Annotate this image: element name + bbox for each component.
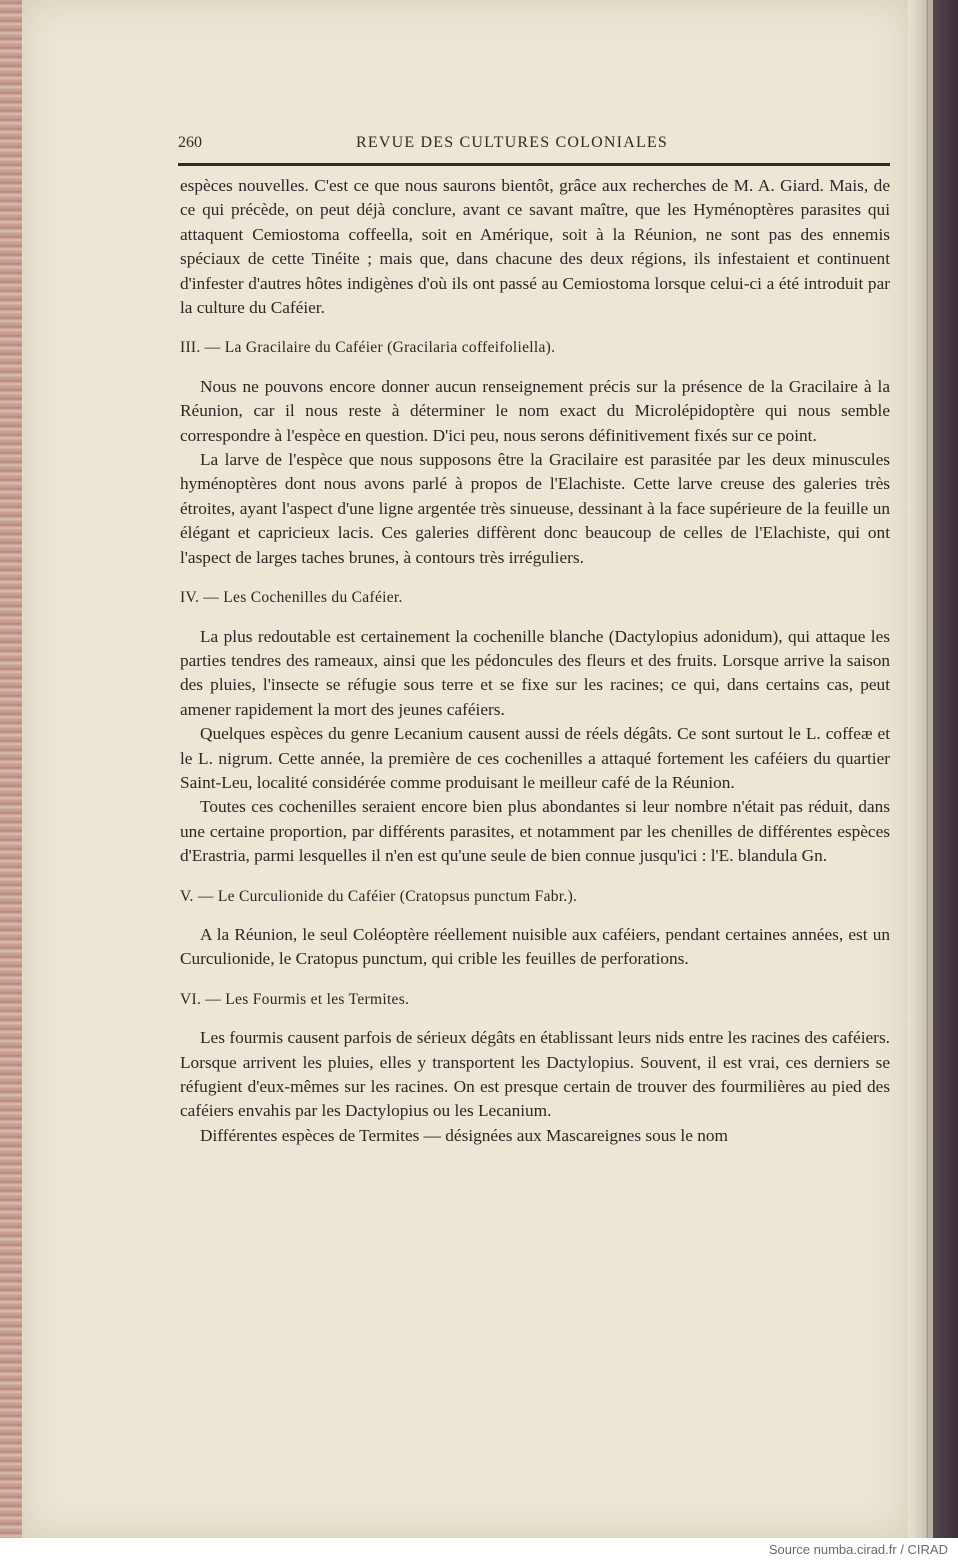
- book-cover-edge: [908, 0, 958, 1538]
- paragraph: La larve de l'espèce que nous supposons être la Gracilaire est parasitée par les deux minuscules hyménoptères dont nous avons parlé à propos de l'Elachiste. Cette larve creuse des galeries très étroites, ayant l'aspect d'une ligne argentée très sinueuse, dessinant à la face supérieure de la feuille un élégant et capricieux lacis. Ces galeries diffèrent donc beaucoup de celles de l'Elachiste, qui ont l'aspect de larges taches brunes, à contours très irréguliers.: [180, 450, 890, 567]
- running-header: [178, 134, 890, 158]
- paragraph: A la Réunion, le seul Coléoptère réellement nuisible aux caféiers, pendant certaines années, est un Curculionide, le Cratopus punctum, qui crible les feuilles de perforations.: [180, 924, 890, 969]
- paragraph: La plus redoutable est certainement la cochenille blanche (Dactylopius adonidum), qui attaque les parties tendres des rameaux, ainsi que les pédoncules des fleurs et des fruits. Lorsque arrive la saison des pluies, l'insecte se réfugie sous terre et se fixe sur les racines; ce qui, dans certains cas, peut amener rapidement la mort des jeunes caféiers.: [180, 626, 890, 719]
- paragraph: Toutes ces cochenilles seraient encore bien plus abondantes si leur nombre n'était pas réduit, dans une certaine proportion, par différents parasites, et notamment par les chenilles de différentes espèces d'Erastria, parmi lesquelles il n'en est qu'une seule de bien connue jusqu'ici : l'E. blandula Gn.: [180, 797, 890, 866]
- paragraph: Nous ne pouvons encore donner aucun renseignement précis sur la présence de la Gracilaire à la Réunion, car il nous reste à déterminer le nom exact du Microlépidoptère qui nous semble correspondre à l'espèce en question. D'ici peu, nous serons définitivement fixés sur ce point.: [180, 376, 890, 445]
- paragraph: Quelques espèces du genre Lecanium causent aussi de réels dégâts. Ce sont surtout le L. coffeæ et le L. nigrum. Cette année, la première de ces cochenilles a attaqué fortement les caféiers du quartier Saint-Leu, localité considérée comme produisant le meilleur café de la Réunion.: [180, 724, 890, 792]
- paragraph: Différentes espèces de Termites — désignées aux Mascareignes sous le nom: [200, 1125, 728, 1145]
- section-heading-vi: VI. — Les Fourmis et les Termites.: [180, 990, 410, 1008]
- section-heading-iv: IV. — Les Cochenilles du Caféier.: [180, 589, 403, 607]
- running-title: REVUE DES CULTURES COLONIALES: [356, 134, 668, 151]
- source-credit: Source numba.cirad.fr / CIRAD: [768, 1542, 948, 1557]
- paragraph: espèces nouvelles. C'est ce que nous saurons bientôt, grâce aux recherches de M. A. Giard. Mais, de ce qui précède, on peut déjà conclure, avant ce savant maître, que les Hyménoptères parasites qui attaquent Cemiostoma coffeella, soit en Amérique, soit à la Réunion, ne sont pas des ennemis spéciaux de cette Tinéite ; mais que, dans chacune des deux régions, ils infestaient et continuent d'infester d'autres hôtes indigènes d'où ils ont passé au Cemiostoma lorsque celui-ci a été introduit par la culture du Caféier.: [180, 176, 890, 318]
- page-number: 260: [178, 134, 202, 151]
- book-spine-edge: [0, 0, 22, 1538]
- section-heading-iii: III. — La Gracilaire du Caféier (Gracilaria coffeifoliella).: [180, 339, 556, 357]
- header-rule: [178, 163, 890, 166]
- paragraph: Les fourmis causent parfois de sérieux dégâts en établissant leurs nids entre les racines des caféiers. Lorsque arrivent les pluies, elles y transportent les Dactylopius. Souvent, il est vrai, ces derniers se réfugient d'eux-mêmes sur les racines. On est presque certain de trouver des fourmilières au pied des caféiers envahis par les Dactylopius ou les Lecanium.: [180, 1028, 890, 1121]
- section-heading-v: V. — Le Curculionide du Caféier (Cratopsus punctum Fabr.).: [180, 887, 578, 905]
- body-text: [180, 174, 890, 1148]
